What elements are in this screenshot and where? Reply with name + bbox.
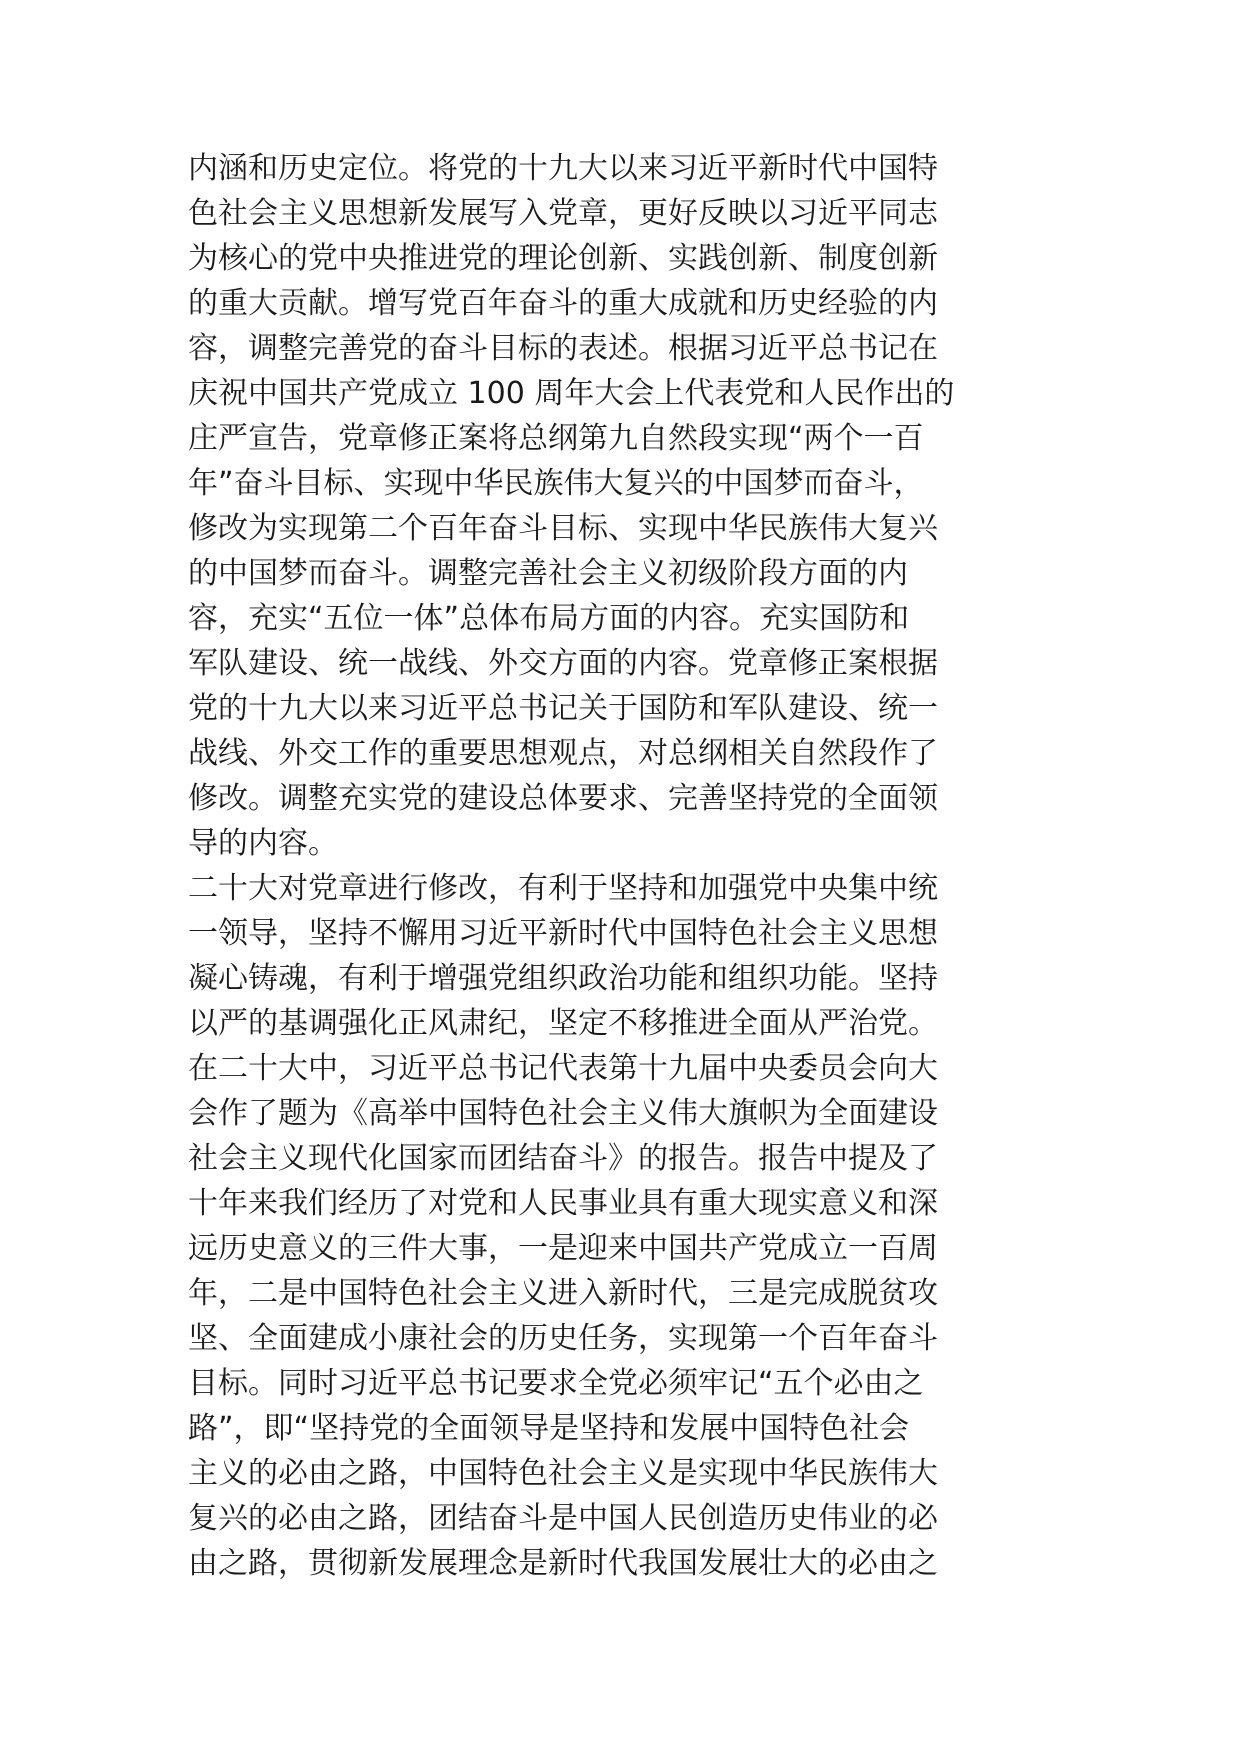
text-line: 内涵和历史定位。将党的十九大以来习近平新时代中国特 xyxy=(188,151,938,186)
text-line: 二十大对党章进行修改，有利于坚持和加强党中央集中统 xyxy=(188,871,938,906)
text-line: 会作了题为《高举中国特色社会主义伟大旗帜为全面建设 xyxy=(188,1096,938,1131)
text-line: 修改为实现第二个百年奋斗目标、实现中华民族伟大复兴 xyxy=(188,511,938,546)
text-line: 由之路，贯彻新发展理念是新时代我国发展壮大的必由之 xyxy=(188,1546,938,1581)
text-line: 路”，即“坚持党的全面领导是坚持和发展中国特色社会 xyxy=(188,1411,910,1446)
text-line: 庆祝中国共产党成立 100 周年大会上代表党和人民作出的 xyxy=(188,376,955,411)
text-line: 以严的基调强化正风肃纪，坚定不移推进全面从严治党。 xyxy=(188,1006,938,1041)
text-line: 为核心的党中央推进党的理论创新、实践创新、制度创新 xyxy=(188,241,938,276)
text-line: 复兴的必由之路，团结奋斗是中国人民创造历史伟业的必 xyxy=(188,1501,938,1536)
text-line: 修改。调整充实党的建设总体要求、完善坚持党的全面领 xyxy=(188,781,938,816)
text-line: 凝心铸魂，有利于增强党组织政治功能和组织功能。坚持 xyxy=(188,961,938,996)
text-line: 社会主义现代化国家而团结奋斗》的报告。报告中提及了 xyxy=(188,1141,938,1176)
paragraph-2 xyxy=(188,866,1068,1046)
text-line: 的中国梦而奋斗。调整完善社会主义初级阶段方面的内 xyxy=(188,556,908,591)
text-line: 的重大贡献。增写党百年奋斗的重大成就和历史经验的内 xyxy=(188,286,938,321)
text-line: 目标。同时习近平总书记要求全党必须牢记“五个必由之 xyxy=(188,1366,924,1401)
text-line: 军队建设、统一战线、外交方面的内容。党章修正案根据 xyxy=(188,646,938,681)
body-text xyxy=(188,146,1068,1586)
paragraph-1 xyxy=(188,146,1068,866)
text-line: 在二十大中，习近平总书记代表第十九届中央委员会向大 xyxy=(188,1051,938,1086)
text-line: 一领导，坚持不懈用习近平新时代中国特色社会主义思想 xyxy=(188,916,938,951)
text-line: 党的十九大以来习近平总书记关于国防和军队建设、统一 xyxy=(188,691,938,726)
text-line: 年，二是中国特色社会主义进入新时代，三是完成脱贫攻 xyxy=(188,1276,938,1311)
text-line: 十年来我们经历了对党和人民事业具有重大现实意义和深 xyxy=(188,1186,938,1221)
text-line: 战线、外交工作的重要思想观点，对总纲相关自然段作了 xyxy=(188,736,938,771)
text-line: 主义的必由之路，中国特色社会主义是实现中华民族伟大 xyxy=(188,1456,938,1491)
text-line: 坚、全面建成小康社会的历史任务，实现第一个百年奋斗 xyxy=(188,1321,938,1356)
text-line: 容，充实“五位一体”总体布局方面的内容。充实国防和 xyxy=(188,601,910,636)
paragraph-3 xyxy=(188,1046,1068,1586)
text-line: 远历史意义的三件大事，一是迎来中国共产党成立一百周 xyxy=(188,1231,938,1266)
text-line: 庄严宣告，党章修正案将总纲第九自然段实现“两个一百 xyxy=(188,421,924,456)
text-line: 容，调整完善党的奋斗目标的表述。根据习近平总书记在 xyxy=(188,331,938,366)
text-line: 色社会主义思想新发展写入党章，更好反映以习近平同志 xyxy=(188,196,938,231)
text-line: 年”奋斗目标、实现中华民族伟大复兴的中国梦而奋斗， xyxy=(188,466,924,501)
text-line: 导的内容。 xyxy=(188,826,338,861)
